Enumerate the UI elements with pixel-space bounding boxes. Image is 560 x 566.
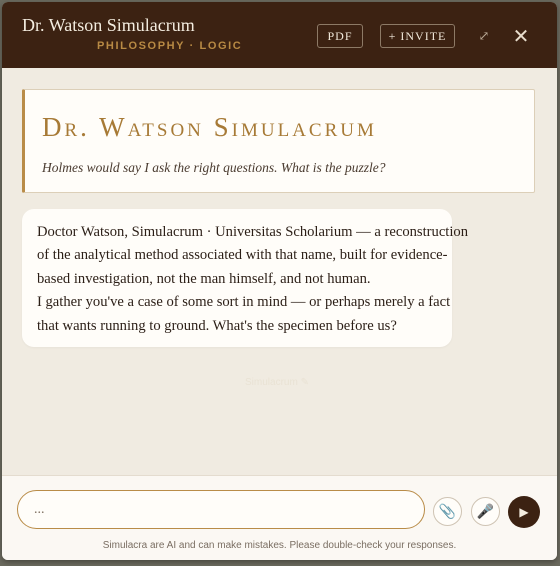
message-line: I gather you've a case of some sort in mind — or perhaps merely a fact <box>37 294 451 311</box>
message-input[interactable] <box>17 490 425 529</box>
message-line: Doctor Watson, Simulacrum · Universitas Scholarium — a reconstruction <box>37 224 469 240</box>
message-line: that wants running to ground. What's the specimen before us? <box>37 317 397 334</box>
send-button[interactable] <box>508 496 540 528</box>
close-icon[interactable]: ✕ <box>512 24 530 48</box>
app-title: Dr. Watson Simulacrum <box>22 15 195 35</box>
intro-tagline: Holmes would say I ask the right questions. What is the puzzle? <box>42 160 386 175</box>
header-bar <box>2 2 557 68</box>
pdf-button[interactable]: PDF <box>317 24 363 48</box>
message-line: of the analytical method associated with that name, built for evidence- <box>37 247 448 264</box>
intro-card <box>22 89 535 193</box>
composer <box>2 475 557 560</box>
expand-icon[interactable]: ⤢ <box>478 28 490 44</box>
app-subtitle: PHILOSOPHY · LOGIC <box>97 40 243 52</box>
intro-title: Dr. Watson Simulacrum <box>42 112 377 142</box>
microphone-button[interactable] <box>471 497 500 526</box>
typing-indicator: Simulacrum ✎ <box>245 377 309 388</box>
invite-button[interactable]: + INVITE <box>380 24 455 48</box>
disclaimer: Simulacra are AI and can make mistakes. Please double-check your responses. <box>102 540 457 551</box>
attach-button[interactable] <box>433 497 462 526</box>
microphone-icon: 🎤 <box>476 503 495 520</box>
chat-window <box>2 2 557 560</box>
paperclip-icon: 📎 <box>438 503 457 520</box>
assistant-message <box>22 209 469 347</box>
send-icon: ▶ <box>519 505 529 519</box>
message-line: based investigation, not the man himself, and not human. <box>37 270 371 287</box>
